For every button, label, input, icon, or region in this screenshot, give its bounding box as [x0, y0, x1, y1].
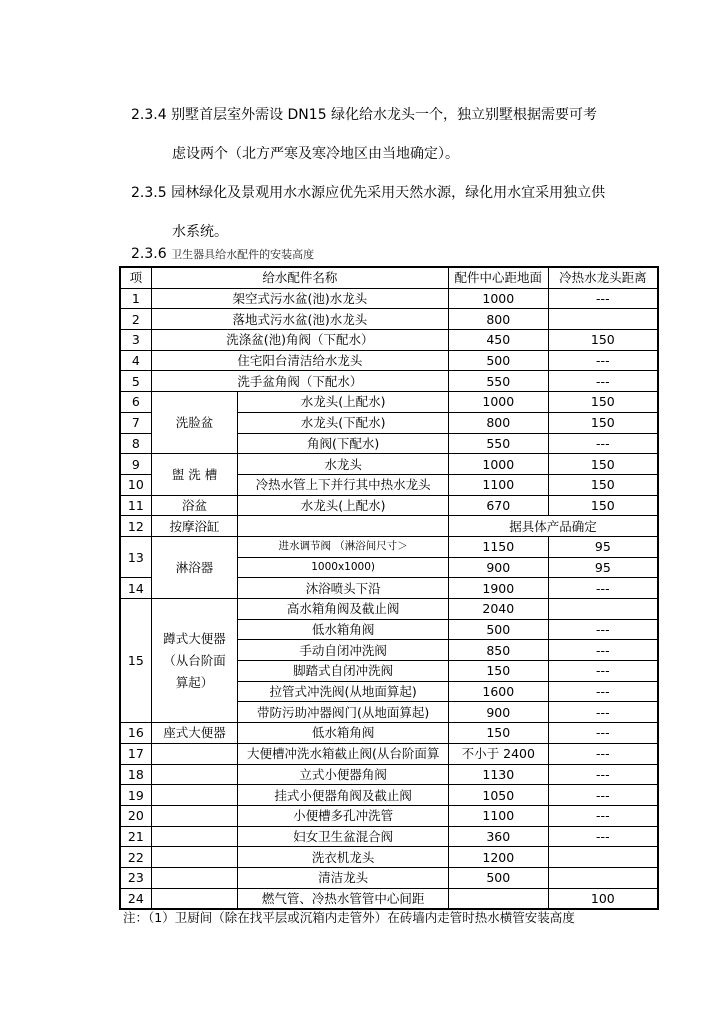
cell-item: 1	[120, 288, 151, 309]
cell-group-empty	[151, 888, 238, 909]
paragraph-2-3-5-continued: 水系统。	[172, 224, 228, 240]
cell-name: 手动自闭冲洗阀	[238, 640, 449, 661]
group-label-line: 蹲式大便器	[163, 630, 226, 646]
cell-name: 洗衣机龙头	[238, 847, 449, 868]
cell-spacing: ---	[548, 288, 658, 309]
cell-item: 17	[120, 743, 151, 764]
cell-height: 800	[448, 309, 548, 330]
cell-height: 1600	[448, 681, 548, 702]
cell-height: 1100	[448, 805, 548, 826]
cell-group-empty	[151, 805, 238, 826]
cell-item: 5	[120, 371, 151, 392]
table-row	[120, 309, 658, 330]
cell-item: 21	[120, 826, 151, 847]
table-row	[120, 288, 658, 309]
group-label-line: （从台阶面	[163, 652, 226, 668]
table-row	[120, 847, 658, 868]
cell-name: 住宅阳台清洁给水龙头	[151, 350, 448, 371]
cell-spacing: ---	[548, 723, 658, 744]
cell-name: 低水箱角阀	[238, 723, 449, 744]
cell-item: 2	[120, 309, 151, 330]
cell-height: 1000	[448, 392, 548, 413]
cell-name: 高水箱角阀及截止阀	[238, 599, 449, 620]
cell-spacing	[548, 847, 658, 868]
cell-name: 妇女卫生盆混合阀	[238, 826, 449, 847]
cell-item: 16	[120, 723, 151, 744]
cell-name: 落地式污水盆(池)水龙头	[151, 309, 448, 330]
cell-name: 水龙头	[238, 454, 449, 475]
cell-name: 低水箱角阀	[238, 619, 449, 640]
section-number: 2.3.6	[131, 246, 167, 262]
cell-height: 800	[448, 412, 548, 433]
caption-text: 卫生器具给水配件的安装高度	[171, 248, 315, 261]
cell-height: 150	[448, 661, 548, 682]
cell-spacing	[548, 867, 658, 888]
cell-item: 6	[120, 392, 151, 413]
cell-name: 沐浴喷头下沿	[238, 578, 449, 599]
cell-name: 水龙头(上配水)	[238, 495, 449, 516]
cell-height: 1000	[448, 288, 548, 309]
cell-height: 150	[448, 723, 548, 744]
cell-height: 450	[448, 330, 548, 351]
cell-item: 22	[120, 847, 151, 868]
section-number: 2.3.4	[131, 107, 167, 123]
cell-height: 500	[448, 867, 548, 888]
cell-item: 12	[120, 516, 151, 537]
header-height: 配件中心距地面	[448, 267, 548, 288]
cell-spacing: ---	[548, 350, 658, 371]
table-row	[120, 330, 658, 351]
cell-group-empty	[151, 867, 238, 888]
cell-group-empty	[151, 743, 238, 764]
cell-spacing: ---	[548, 433, 658, 454]
cell-name: 脚踏式自闭冲洗阀	[238, 661, 449, 682]
cell-group-empty	[151, 847, 238, 868]
table-row	[120, 805, 658, 826]
cell-height: 900	[448, 702, 548, 723]
cell-height: 550	[448, 371, 548, 392]
cell-group-washbasin: 洗脸盆	[151, 392, 238, 454]
table-row	[120, 454, 658, 475]
cell-spacing: ---	[548, 640, 658, 661]
cell-spacing: ---	[548, 371, 658, 392]
header-fitting-name: 给水配件名称	[151, 267, 448, 288]
paragraph-2-3-5	[131, 182, 605, 202]
cell-height: 1150	[448, 536, 548, 557]
cell-height: 850	[448, 640, 548, 661]
cell-item: 7	[120, 412, 151, 433]
header-item: 项	[120, 267, 151, 288]
table-caption	[131, 246, 314, 262]
cell-item: 11	[120, 495, 151, 516]
cell-name: 清洁龙头	[238, 867, 449, 888]
cell-spacing: ---	[548, 681, 658, 702]
cell-name: 拉管式冲洗阀(从地面算起)	[238, 681, 449, 702]
paragraph-2-3-4-continued: 虑设两个（北方严寒及寒冷地区由当地确定）。	[172, 146, 459, 162]
table-row	[120, 764, 658, 785]
table-row	[120, 785, 658, 806]
cell-item: 19	[120, 785, 151, 806]
cell-spacing: 150	[548, 474, 658, 495]
table-row	[120, 723, 658, 744]
table-row	[120, 888, 658, 909]
cell-name: 洗涤盆(池)角阀（下配水）	[151, 330, 448, 351]
cell-spacing: ---	[548, 785, 658, 806]
cell-name: 进水调节阀 （淋浴间尺寸＞	[238, 536, 449, 557]
cell-spacing	[548, 309, 658, 330]
paragraph-text: 园林绿化及景观用水水源应优先采用天然水源，绿化用水宜采用独立供	[171, 185, 606, 201]
table-row	[120, 495, 658, 516]
cell-height: 360	[448, 826, 548, 847]
cell-name: 带防污助冲器阀门(从地面算起)	[238, 702, 449, 723]
cell-item: 4	[120, 350, 151, 371]
cell-item: 23	[120, 867, 151, 888]
cell-height: 不小于 2400	[448, 743, 548, 764]
cell-item: 20	[120, 805, 151, 826]
cell-group-squat-toilet	[151, 599, 238, 723]
cell-name: 角阀(下配水)	[238, 433, 449, 454]
cell-spacing: 100	[548, 888, 658, 909]
header-spacing: 冷热水龙头距离	[548, 267, 658, 288]
cell-group-shower: 淋浴器	[151, 536, 238, 598]
table-row	[120, 350, 658, 371]
cell-spacing: ---	[548, 826, 658, 847]
cell-spacing: 150	[548, 392, 658, 413]
cell-group-wash-trough: 盥 洗 槽	[151, 454, 238, 495]
cell-height: 500	[448, 350, 548, 371]
cell-item: 3	[120, 330, 151, 351]
cell-height: 900	[448, 557, 548, 578]
cell-spacing: 150	[548, 495, 658, 516]
cell-height: 550	[448, 433, 548, 454]
table-row	[120, 536, 658, 557]
cell-item: 15	[120, 599, 151, 723]
fixture-height-table	[119, 266, 659, 910]
paragraph-text: 别墅首层室外需设 DN15 绿化给水龙头一个，独立别墅根据需要可考	[171, 107, 598, 123]
cell-name: 立式小便器角阀	[238, 764, 449, 785]
cell-item: 24	[120, 888, 151, 909]
cell-name: 水龙头(下配水)	[238, 412, 449, 433]
cell-group-massage-tub: 按摩浴缸	[151, 516, 238, 537]
cell-height: 1000	[448, 454, 548, 475]
cell-item: 9	[120, 454, 151, 475]
table-row	[120, 867, 658, 888]
cell-spacing: ---	[548, 619, 658, 640]
cell-name: 1000x1000)	[238, 557, 449, 578]
cell-spacing: ---	[548, 702, 658, 723]
cell-spacing: 95	[548, 536, 658, 557]
table-row	[120, 743, 658, 764]
cell-group-empty	[151, 764, 238, 785]
table-row	[120, 371, 658, 392]
cell-item: 13	[120, 536, 151, 577]
cell-name: 挂式小便器角阀及截止阀	[238, 785, 449, 806]
cell-height: 2040	[448, 599, 548, 620]
cell-spacing: ---	[548, 743, 658, 764]
cell-spacing: ---	[548, 764, 658, 785]
cell-height: 1100	[448, 474, 548, 495]
cell-item: 14	[120, 578, 151, 599]
cell-name: 洗手盆角阀（下配水）	[151, 371, 448, 392]
cell-spacing: 95	[548, 557, 658, 578]
cell-name: 冷热水管上下并行其中热水龙头	[238, 474, 449, 495]
cell-name	[238, 516, 449, 537]
cell-merged-note: 据具体产品确定	[448, 516, 658, 537]
cell-item: 18	[120, 764, 151, 785]
cell-height: 500	[448, 619, 548, 640]
table-row	[120, 826, 658, 847]
cell-group-seat-toilet: 座式大便器	[151, 723, 238, 744]
cell-item: 8	[120, 433, 151, 454]
paragraph-2-3-4	[131, 104, 597, 124]
group-label-line: 算起）	[175, 674, 214, 690]
table-footnote: 注：（1）卫厨间（除在找平层或沉箱内走管外）在砖墙内走管时热水横管安装高度	[123, 910, 575, 925]
table-row	[120, 392, 658, 413]
cell-height: 1050	[448, 785, 548, 806]
cell-height: 1200	[448, 847, 548, 868]
cell-height: 670	[448, 495, 548, 516]
table-row	[120, 599, 658, 620]
cell-name: 架空式污水盆(池)水龙头	[151, 288, 448, 309]
cell-height	[448, 888, 548, 909]
cell-spacing: 150	[548, 454, 658, 475]
cell-spacing	[548, 599, 658, 620]
cell-spacing: ---	[548, 661, 658, 682]
cell-spacing: 150	[548, 412, 658, 433]
cell-height: 1900	[448, 578, 548, 599]
cell-spacing: ---	[548, 805, 658, 826]
cell-name: 大便槽冲洗水箱截止阀(从台阶面算	[238, 743, 449, 764]
cell-height: 1130	[448, 764, 548, 785]
cell-group-bathtub: 浴盆	[151, 495, 238, 516]
cell-name: 水龙头(上配水)	[238, 392, 449, 413]
cell-spacing: ---	[548, 578, 658, 599]
section-number: 2.3.5	[131, 185, 167, 201]
cell-spacing: 150	[548, 330, 658, 351]
cell-item: 10	[120, 474, 151, 495]
cell-name: 小便槽多孔冲洗管	[238, 805, 449, 826]
cell-group-empty	[151, 785, 238, 806]
cell-group-empty	[151, 826, 238, 847]
table-header-row	[120, 267, 658, 288]
cell-name: 燃气管、冷热水管管中心间距	[238, 888, 449, 909]
table-row	[120, 516, 658, 537]
